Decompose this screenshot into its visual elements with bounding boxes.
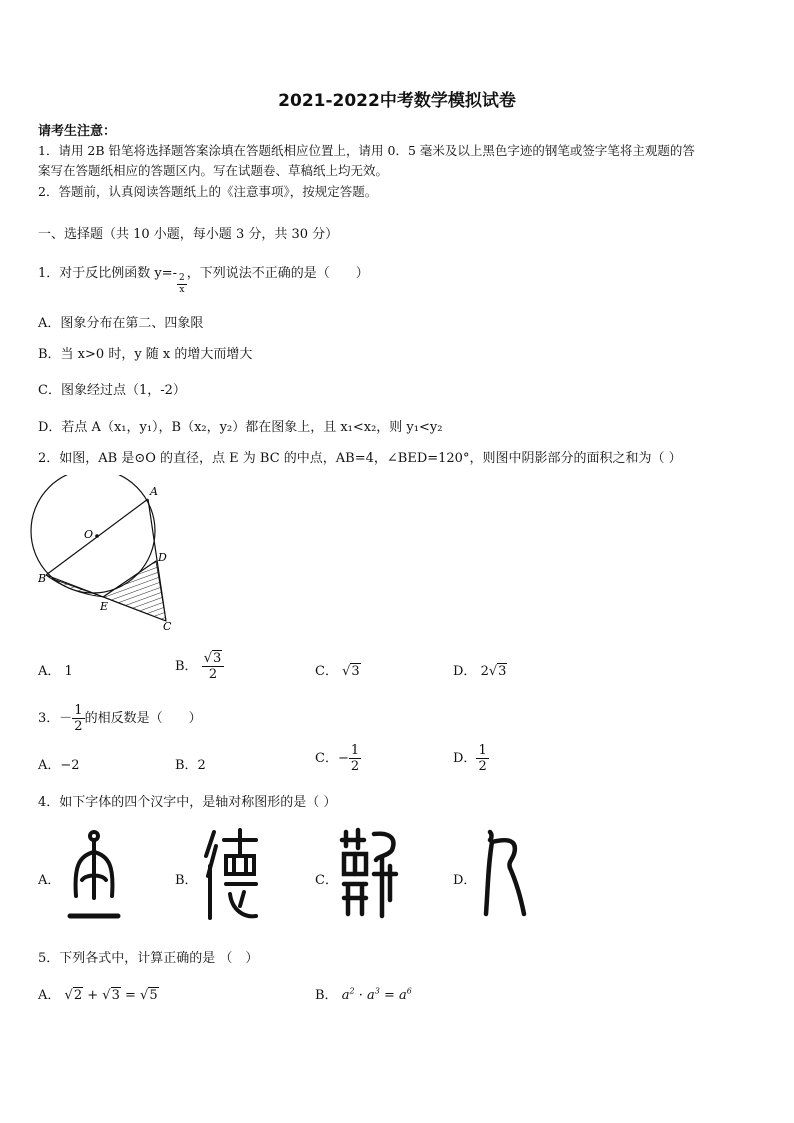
section-heading: 一、选择题（共 10 小题，每小题 3 分，共 30 分） [38,227,339,242]
label-c: C [163,620,172,633]
question-3-option-a[interactable]: A．−2 [38,758,80,773]
question-1-stem: 1．对于反比例函数 y=- $\frac{2}{x}$ ，下列说法不正确的是（ ） [38,266,369,295]
question-4-option-b-label[interactable]: B． [175,873,198,888]
question-4-option-a-label[interactable]: A． [38,873,61,888]
question-4-option-d-label[interactable]: D． [453,873,477,888]
seal-character-b [200,826,262,924]
label-o: O [84,528,94,541]
question-3-stem: 3．－ $\frac{1}{2}$ 的相反数是（ ） [38,703,202,734]
seal-character-c [338,826,400,922]
question-3-option-b[interactable]: B．2 [175,758,206,773]
question-2-stem: 2．如图，AB 是⊙O 的直径，点 E 为 BC 的中点，AB=4，∠BED=120°，则图中阴影部分的面积之和为（ ） [38,451,682,466]
question-2-figure [30,475,190,635]
seal-character-a [64,828,124,923]
question-3-option-c[interactable]: C．− $\frac{1}{2}$ [315,743,360,774]
notice-line-3: 2．答题前，认真阅读答题纸上的《注意事项》，按规定答题。 [38,184,378,199]
notice-heading: 请考生注意： [38,124,117,139]
question-2-option-a[interactable]: A． 1 [38,664,73,679]
question-1-option-b[interactable]: B．当 x>0 时，y 随 x 的增大而增大 [38,347,253,362]
question-2-option-c[interactable]: C． √3 [315,664,360,679]
question-2-option-b[interactable]: B． $\frac{√3}{2}$ [175,652,224,681]
label-b: B [38,572,47,585]
question-4-option-c-label[interactable]: C． [315,873,338,888]
label-e: E [100,600,109,613]
notice-line-1: 1．请用 2B 铅笔将选择题答案涂填在答题纸相应位置上，请用 0．5 毫米及以上黑色字迹的钢笔或签字笔将主观题的答 [38,143,695,158]
question-5-stem: 5．下列各式中，计算正确的是 （ ） [38,951,259,966]
notice-line-2: 案写在答题纸相应的答题区内。写在试题卷、草稿纸上均无效。 [38,163,389,178]
center-point-o [95,534,99,538]
question-5-option-a[interactable]: A． √2 + √3 = √5 [38,988,158,1003]
question-4-stem: 4．如下字体的四个汉字中，是轴对称图形的是（ ） [38,795,337,810]
label-a: A [150,485,158,498]
question-3-option-d[interactable]: D． $\frac{1}{2}$ [453,743,487,774]
question-1-option-a[interactable]: A．图象分布在第二、四象限 [38,316,204,331]
question-1-option-c[interactable]: C．图象经过点（1，-2） [38,383,186,398]
question-1-option-d[interactable]: D．若点 A（x₁，y₁），B（x₂，y₂）都在图象上，且 x₁<x₂，则 y₁<y₂ [38,420,443,435]
question-2-option-d[interactable]: D． 2√3 [453,664,507,679]
seal-character-d [478,826,534,922]
question-5-option-b[interactable]: B． $a^2 \cdot a^3 = a^6$ [315,986,412,1003]
label-d: D [158,551,167,564]
page-title: 2021-2022中考数学模拟试卷 [278,91,516,111]
